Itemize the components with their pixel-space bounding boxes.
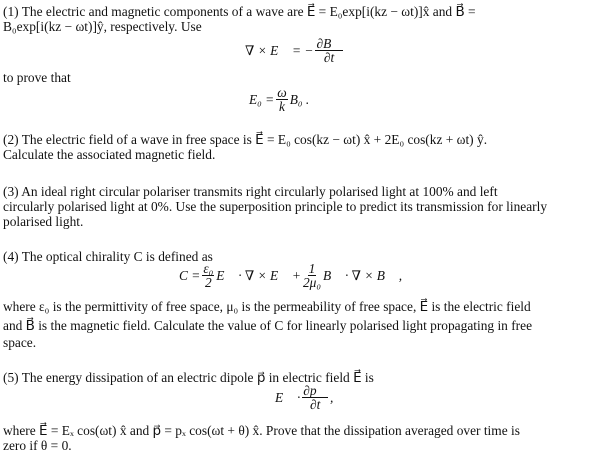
q5-eq-lhs: E⃗ · (275, 390, 301, 405)
q1-equation-amplitude (249, 86, 309, 113)
q5-eq-fraction (302, 384, 328, 411)
q1-line-3: to prove that (3, 70, 71, 85)
q4-eq-fraction-2 (303, 262, 321, 289)
q4-line-4: space. (3, 335, 37, 350)
q4-line-2: where ε₀ is the permittivity of free space, μ₀ is the permeability of free space, E⃗ is the electric field (3, 299, 531, 314)
q1-line-1: (1) The electric and magnetic components of a wave are E⃗ = E₀exp[i(kz − ωt)]x̂ and B⃗ = (3, 4, 476, 19)
q1-eq1-fraction (315, 37, 342, 64)
q5-eq-numerator: ∂p⃗ (303, 383, 328, 398)
q2-line-1: (2) The electric field of a wave in free space is E⃗ = E₀ cos(kz − ωt) x̂ + 2E₀ cos(kz + ωt) ŷ. (3, 132, 488, 147)
q1-eq2-numerator: ω (277, 85, 287, 100)
q4-eq-f2-denominator: 2μ₀ (302, 275, 322, 290)
q1-eq2-fraction (276, 86, 287, 113)
q5-line-2: where E⃗ = Eₓ cos(ωt) x̂ and p⃗ = pₓ cos(ωt + θ) x̂. Prove that the dissipation averaged over time is (3, 423, 520, 438)
q4-eq-lhs: C = (179, 268, 201, 283)
q1-eq2-denominator: k (278, 99, 285, 114)
q5-equation-dissipation (275, 384, 333, 411)
q5-eq-rhs: , (330, 390, 334, 405)
q4-eq-f2-numerator: 1 (308, 261, 316, 276)
q1-line-2: B₀exp[i(kz − ωt)]ŷ, respectively. Use (3, 19, 202, 34)
q4-eq-fraction-1 (202, 262, 214, 289)
q5-line-3: zero if θ = 0. (3, 438, 72, 453)
q1-eq1-numerator: ∂B⃗ (316, 36, 342, 51)
q2-line-2: Calculate the associated magnetic field. (3, 147, 216, 162)
q3-line-2: circularly polarised light at 0%. Use the superposition principle to predict its transmission for linearly (3, 199, 548, 214)
q4-eq-f1-denominator: 2 (204, 275, 212, 290)
q4-equation-chirality (179, 262, 402, 289)
q4-eq-mid: E⃗ · ∇ × E⃗ + (216, 268, 301, 283)
q1-eq1-denominator: ∂t (323, 50, 335, 65)
q3-line-1: (3) An ideal right circular polariser transmits right circularly polarised light at 100% and left (3, 184, 498, 199)
q4-line-1: (4) The optical chirality C is defined as (3, 249, 213, 264)
q1-eq2-rhs: B₀ . (289, 92, 310, 107)
q4-line-3: and B⃗ is the magnetic field. Calculate the value of C for linearly polarised light propagating in free (3, 318, 533, 333)
q4-eq-f1-numerator: ε₀ (203, 261, 214, 276)
q5-line-1: (5) The energy dissipation of an electric dipole p⃗ in electric field E⃗ is (3, 370, 374, 385)
q4-eq-rhs: B⃗ · ∇ × B⃗ , (323, 268, 403, 283)
q1-equation-curl (245, 37, 345, 64)
q3-line-3: polarised light. (3, 214, 84, 229)
q5-eq-denominator: ∂t (309, 397, 321, 412)
q1-eq2-lhs: E₀ = (249, 92, 275, 107)
q1-eq1-lhs: ∇ × E⃗ = − (245, 43, 314, 58)
